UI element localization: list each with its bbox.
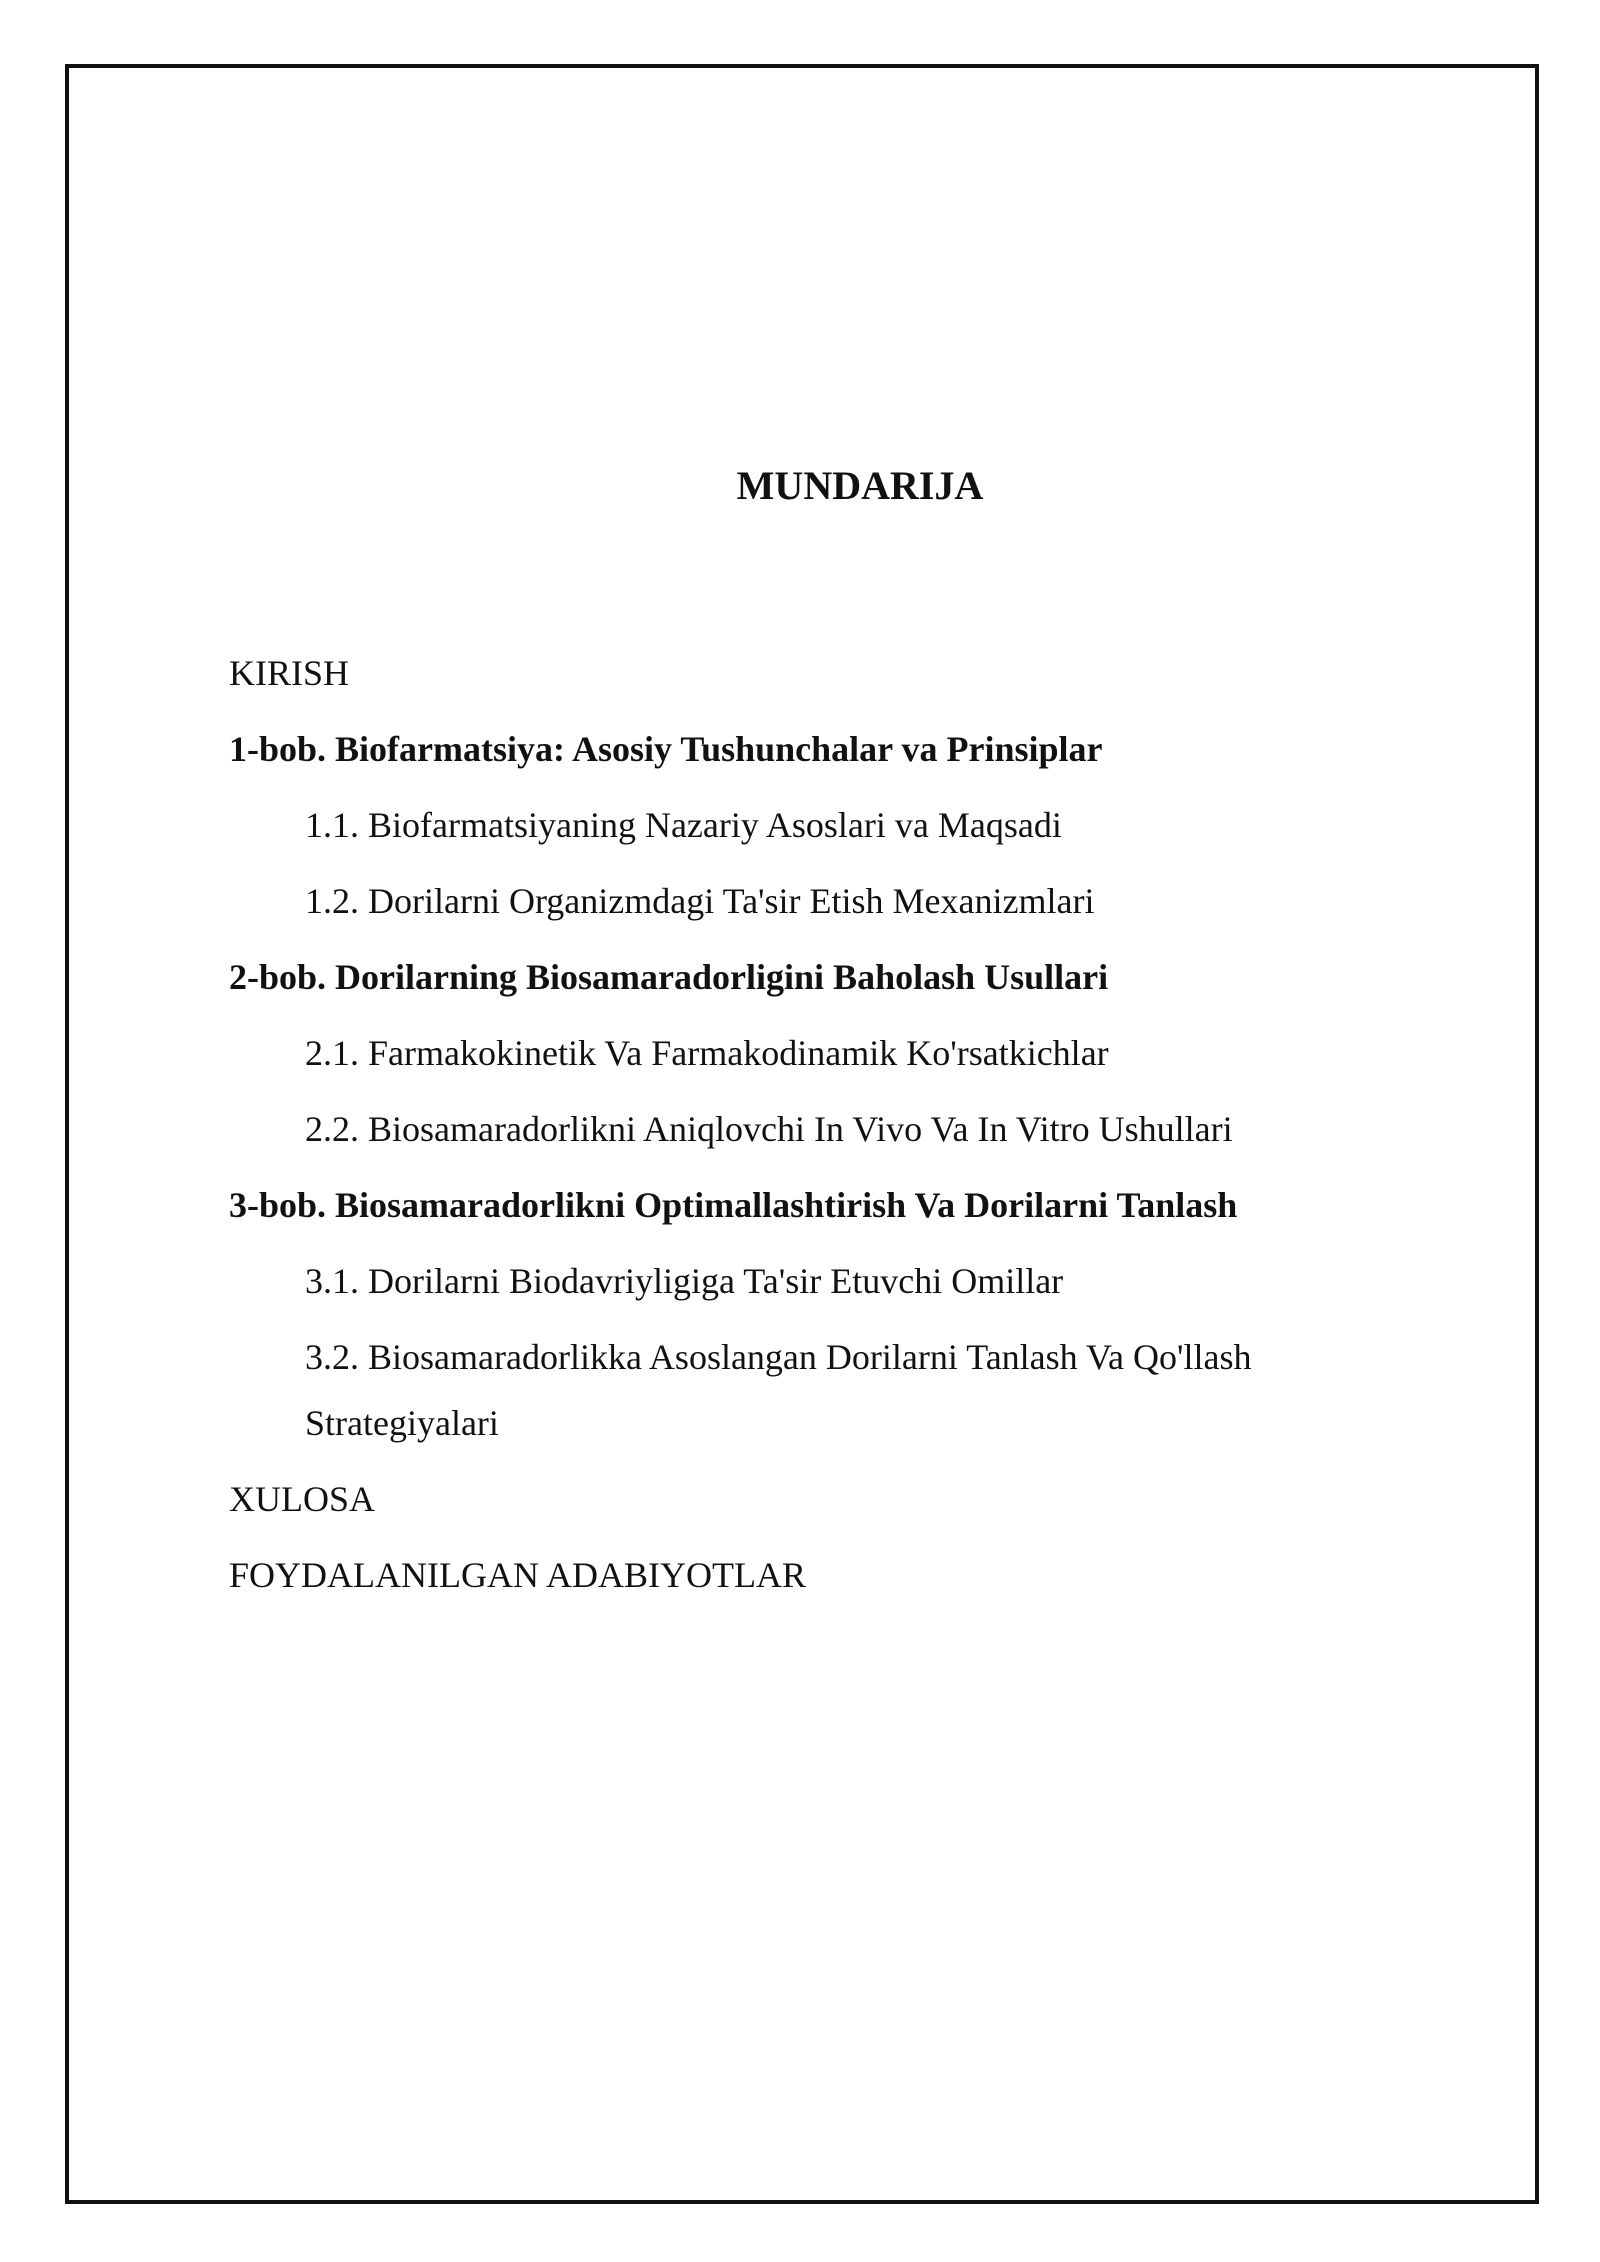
toc-section-1-1[interactable]: 1.1. Biofarmatsiyaning Nazariy Asoslari va Maqsadi xyxy=(305,805,1062,845)
toc-section-1-2[interactable]: 1.2. Dorilarni Organizmdagi Ta'sir Etish Mexanizmlari xyxy=(305,881,1095,921)
page-title: MUNDARIJA xyxy=(736,463,984,508)
toc-chapter-3[interactable]: 3-bob. Biosamaradorlikni Optimallashtirish Va Dorilarni Tanlash xyxy=(229,1185,1238,1225)
table-of-contents xyxy=(229,640,1379,1618)
toc-entry-kirish[interactable]: KIRISH xyxy=(229,653,350,693)
toc-chapter-2[interactable]: 2-bob. Dorilarning Biosamaradorligini Baholash Usullari xyxy=(229,957,1109,997)
toc-chapter-1[interactable]: 1-bob. Biofarmatsiya: Asosiy Tushunchalar va Prinsiplar xyxy=(229,729,1103,769)
toc-section-3-2[interactable]: 3.2. Biosamaradorlikka Asoslangan Dorilarni Tanlash Va Qo'llash Strategiyalari xyxy=(305,1337,1252,1443)
toc-entry-adabiyotlar[interactable]: FOYDALANILGAN ADABIYOTLAR xyxy=(229,1555,806,1595)
toc-section-2-2[interactable]: 2.2. Biosamaradorlikni Aniqlovchi In Vivo Va In Vitro Ushullari xyxy=(305,1109,1233,1149)
toc-section-2-1[interactable]: 2.1. Farmakokinetik Va Farmakodinamik Ko'rsatkichlar xyxy=(305,1033,1109,1073)
toc-section-3-1[interactable]: 3.1. Dorilarni Biodavriyligiga Ta'sir Etuvchi Omillar xyxy=(305,1261,1064,1301)
toc-entry-xulosa[interactable]: XULOSA xyxy=(229,1479,376,1519)
